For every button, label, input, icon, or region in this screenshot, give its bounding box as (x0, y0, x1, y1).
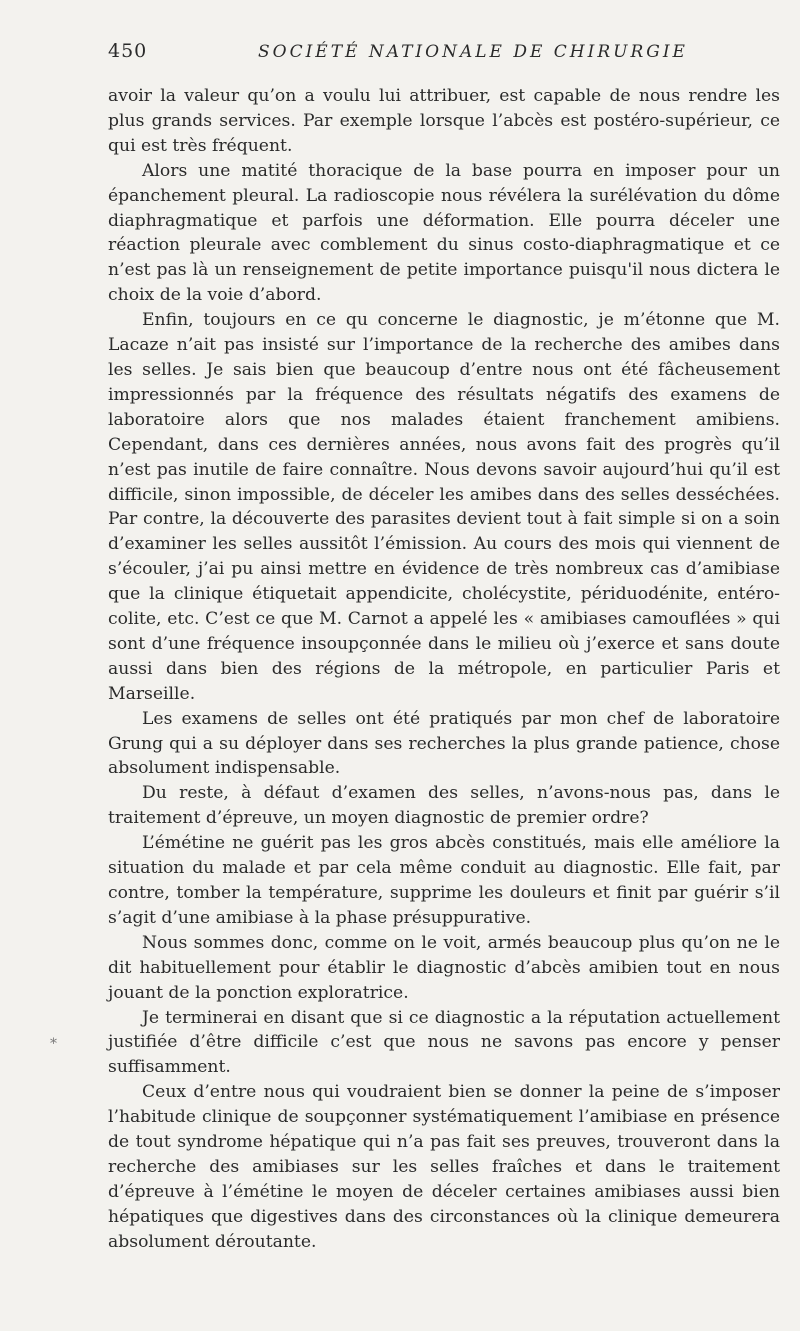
paragraph-9: Ceux d’entre nous qui voudraient bien se donner la peine de s’imposer l’habitude clinique de soupçonner systématiquement l’amibiase en présence de tout syndrome hépatique qui n’a pas fait ses preuves, trouveront dans la recherche des amibiases sur les selles fraîches et dans le traitement d’épreuve à l’émétine le moyen de déceler certaines amibiases aussi bien hépatiques que digestives dans des circonstances où la clinique demeurera absolument déroutante. (108, 1082, 780, 1252)
running-title: SOCIÉTÉ NATIONALE DE CHIRURGIE (258, 42, 688, 62)
paragraph-4: Les examens de selles ont été pratiqués par mon chef de laboratoire Grung qui a su déployer dans ses recherches la plus grande patience, chose absolument indispensable. (108, 708, 780, 779)
paragraph-6: L’émétine ne guérit pas les gros abcès constitués, mais elle améliore la situation du malade et par cela même conduit au diagnostic. Elle fait, par contre, tomber la température, supprime les douleurs et finit par guérir s’il s’agit d’une amibiase à la phase présuppurative. (108, 833, 780, 928)
page-number: 450 (108, 40, 148, 62)
body-text (108, 84, 780, 1255)
paragraph-8: Je terminerai en disant que si ce diagnostic a la réputation actuellement justifiée d’être difficile c’est que nous ne savons pas encore y penser suffisamment. (108, 1007, 780, 1078)
paragraph-1: avoir la valeur qu’on a voulu lui attribuer, est capable de nous rendre les plus grands services. Par exemple lorsque l’abcès est postéro-supérieur, ce qui est très fréquent. (108, 86, 780, 156)
page-header (108, 40, 780, 70)
margin-mark: * (50, 1036, 57, 1052)
paragraph-3: Enfin, toujours en ce qu concerne le diagnostic, je m’étonne que M. Lacaze n’ait pas insisté sur l’importance de la recherche des amibes dans les selles. Je sais bien que beaucoup d’entre nous ont été fâcheusement impressionnés par la fréquence des résultats négatifs des examens de laboratoire alors que nos malades étaient franchement amibiens. Cependant, dans ces dernières années, nous avons fait des progrès qu’il n’est pas inutile de faire connaître. Nous devons savoir aujourd’hui qu’il est difficile, sinon impossible, de déceler les amibes dans des selles desséchées. Par contre, la découverte des parasites devient tout à fait simple si on a soin d’examiner les selles aussitôt l’émission. Au cours des mois qui viennent de s’écouler, j’ai pu ainsi mettre en évidence de très nombreux cas d’amibiase que la clinique étiquetait appendicite, cholécystite, périduodénite, entéro-colite, etc. C’est ce que M. Carnot a appelé les « amibiases camouflées » qui sont d’une fréquence insoupçonnée dans le milieu où j’exerce et sans doute aussi dans bien des régions de la métropole, en particulier Paris et Marseille. (108, 310, 780, 704)
paragraph-7: Nous sommes donc, comme on le voit, armés beaucoup plus qu’on ne le dit habituellement pour établir le diagnostic d’abcès amibien tout en nous jouant de la ponction exploratrice. (108, 932, 780, 1003)
paragraph-5: Du reste, à défaut d’examen des selles, n’avons-nous pas, dans le traitement d’épreuve, un moyen diagnostic de premier ordre? (108, 783, 780, 829)
paragraph-2: Alors une matité thoracique de la base pourra en imposer pour un épanchement pleural. La radioscopie nous révélera la surélévation du dôme diaphragmatique et parfois une déformation. Elle pourra déceler une réaction pleurale avec comblement du sinus costo-diaphragmatique et ce n’est pas là un renseignement de petite importance puisqu'il nous dictera le choix de la voie d’abord. (108, 160, 780, 306)
